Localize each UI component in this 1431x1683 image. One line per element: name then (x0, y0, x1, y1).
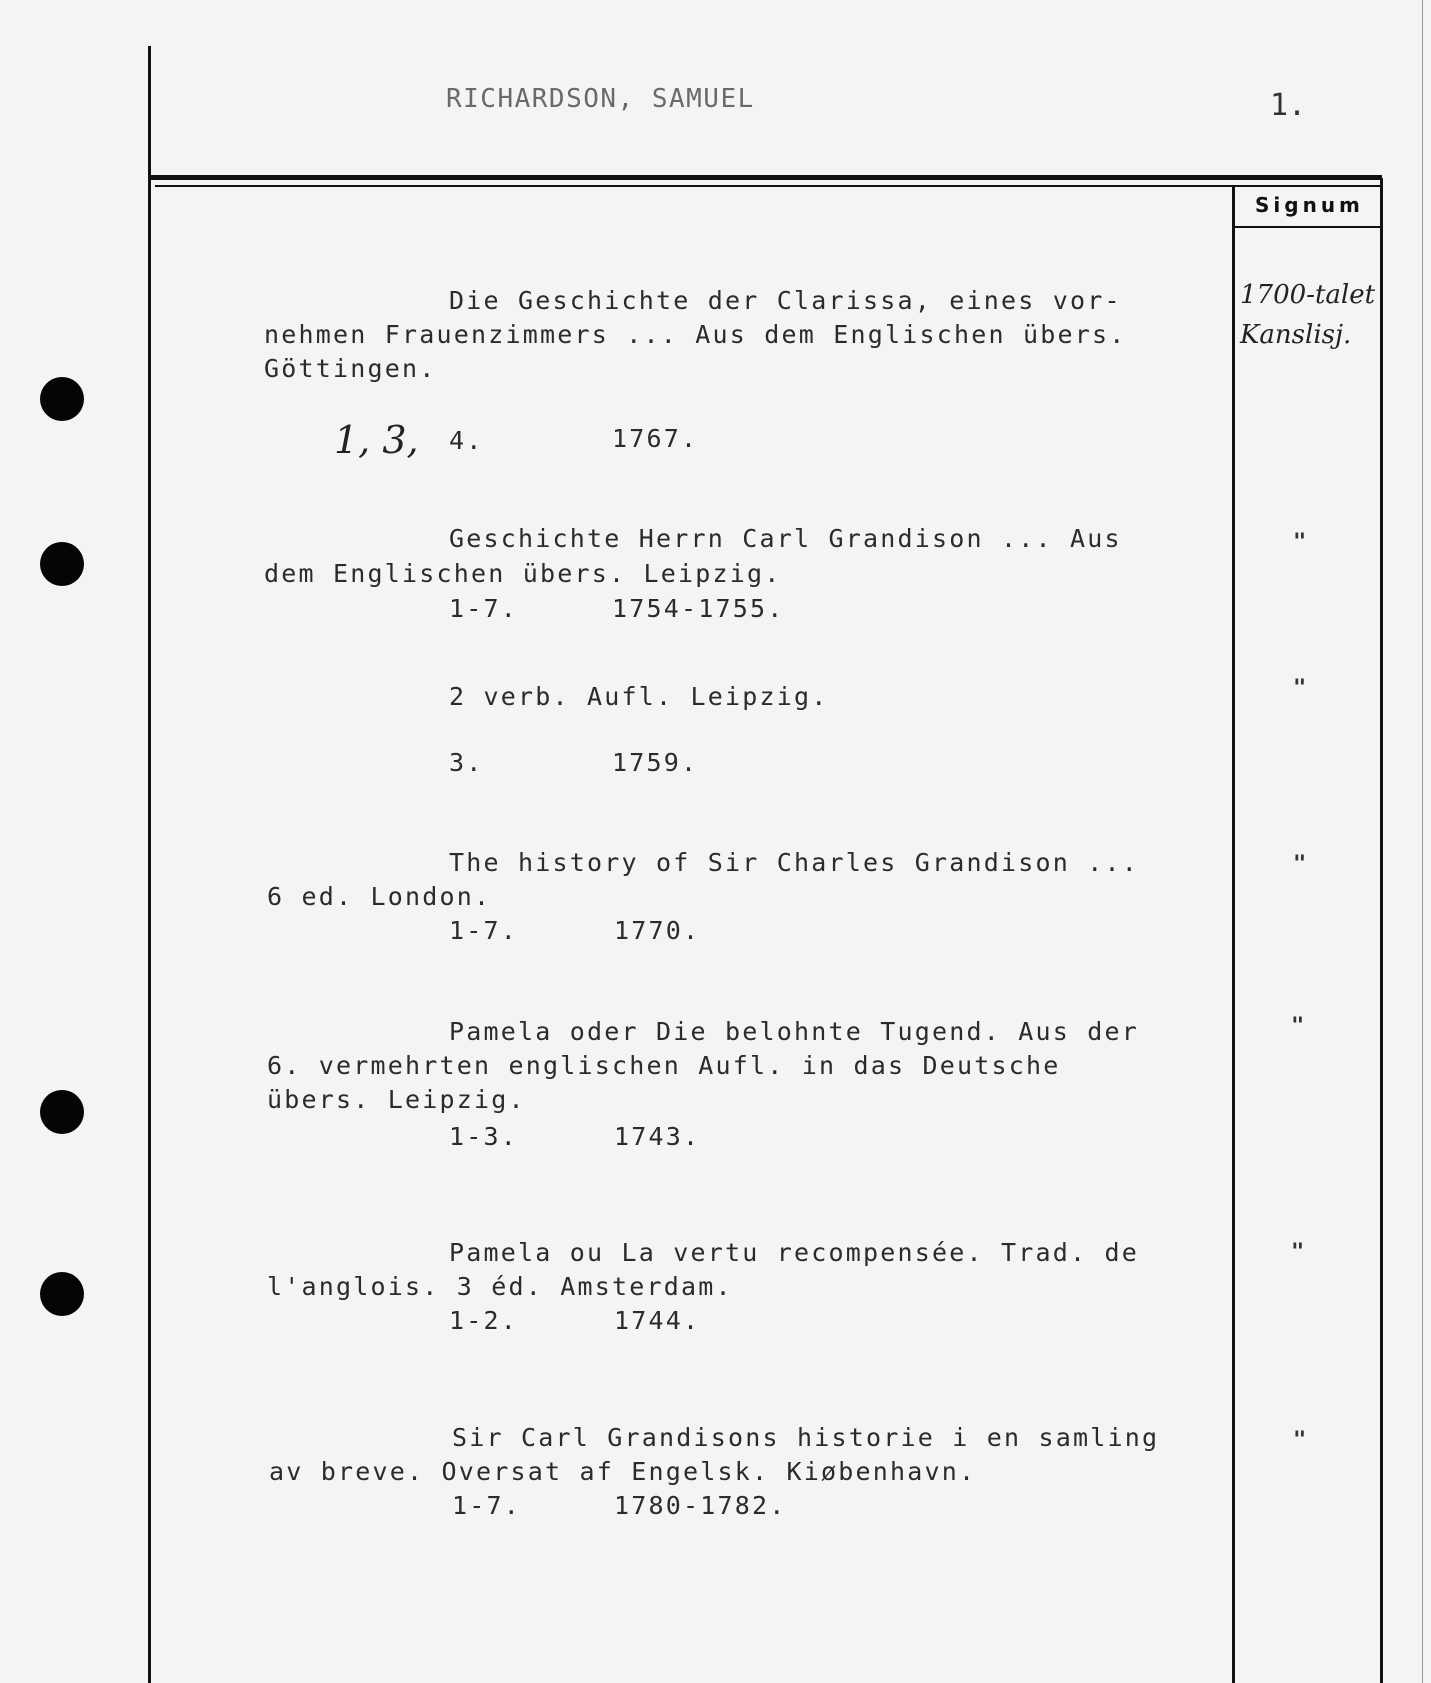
signum-ditto-mark: " (1291, 1240, 1306, 1265)
signum-ditto-mark: " (1293, 530, 1308, 555)
entry-title-line: l'anglois. 3 éd. Amsterdam. (267, 1272, 733, 1301)
entry-volumes: 1-2. (449, 1306, 519, 1335)
signum-column-rule (1232, 185, 1235, 1683)
entry-volumes: 1-3. (449, 1122, 519, 1151)
signum-ditto-mark: " (1293, 676, 1308, 701)
signum-ditto-mark: " (1291, 1014, 1306, 1039)
header-rule-bottom (155, 185, 1383, 187)
handwritten-volume-note: 1, 3, (334, 418, 419, 462)
signum-ditto-mark: " (1293, 1428, 1308, 1453)
signum-ditto-mark: " (1293, 852, 1308, 877)
entry-year: 1780-1782. (614, 1491, 787, 1520)
entry-title-line: 6. vermehrten englischen Aufl. in das Deutsche (267, 1051, 1061, 1080)
punch-hole-1 (40, 377, 84, 421)
punch-hole-3 (40, 1090, 84, 1134)
entry-year: 1754-1755. (612, 594, 785, 623)
punch-hole-2 (40, 542, 84, 586)
card-number: 1. (1270, 88, 1307, 123)
entry-title-line: 6 ed. London. (267, 882, 492, 911)
entry-volumes: 1-7. (449, 916, 519, 945)
entry-title-line: Die Geschichte der Clarissa, eines vor- (449, 286, 1122, 315)
entry-volumes: 3. (449, 748, 484, 777)
card-right-border (1422, 0, 1423, 1683)
entry-title-line: 2 verb. Aufl. Leipzig. (449, 682, 829, 711)
right-edge-rule (1380, 178, 1383, 1683)
entry-year: 1770. (614, 916, 701, 945)
entry-title-line: dem Englischen übers. Leipzig. (264, 559, 782, 588)
entry-year: 1743. (614, 1122, 701, 1151)
entry-volumes: 4. (449, 426, 484, 455)
header-rule-top (150, 175, 1382, 180)
entry-title-line: av breve. Oversat af Engelsk. Kiøbenhavn. (269, 1457, 977, 1486)
entry-year: 1759. (612, 748, 699, 777)
entry-year: 1744. (614, 1306, 701, 1335)
entry-volumes: 1-7. (449, 594, 519, 623)
entry-year: 1767. (612, 424, 699, 453)
signum-label: Signum (1255, 193, 1364, 217)
signum-handwritten-line2: Kanslisj. (1240, 320, 1352, 350)
entry-title-line: Sir Carl Grandisons historie i en samling (452, 1423, 1160, 1452)
author-heading: RICHARDSON, SAMUEL (446, 84, 755, 114)
entry-title-line: Göttingen. (264, 354, 437, 383)
entry-title-line: übers. Leipzig. (267, 1085, 526, 1114)
entry-title-line: Geschichte Herrn Carl Grandison ... Aus (449, 524, 1122, 553)
entry-volumes: 1-7. (452, 1491, 522, 1520)
left-margin-rule (148, 46, 151, 1683)
entry-title-line: nehmen Frauenzimmers ... Aus dem Englischen übers. (264, 320, 1127, 349)
signum-handwritten-line1: 1700-talet (1240, 280, 1376, 310)
entry-title-line: Pamela ou La vertu recompensée. Trad. de (449, 1238, 1140, 1267)
punch-hole-4 (40, 1272, 84, 1316)
entry-title-line: Pamela oder Die belohnte Tugend. Aus der (449, 1017, 1140, 1046)
signum-box-rule (1232, 226, 1383, 228)
entry-title-line: The history of Sir Charles Grandison ... (449, 848, 1140, 877)
